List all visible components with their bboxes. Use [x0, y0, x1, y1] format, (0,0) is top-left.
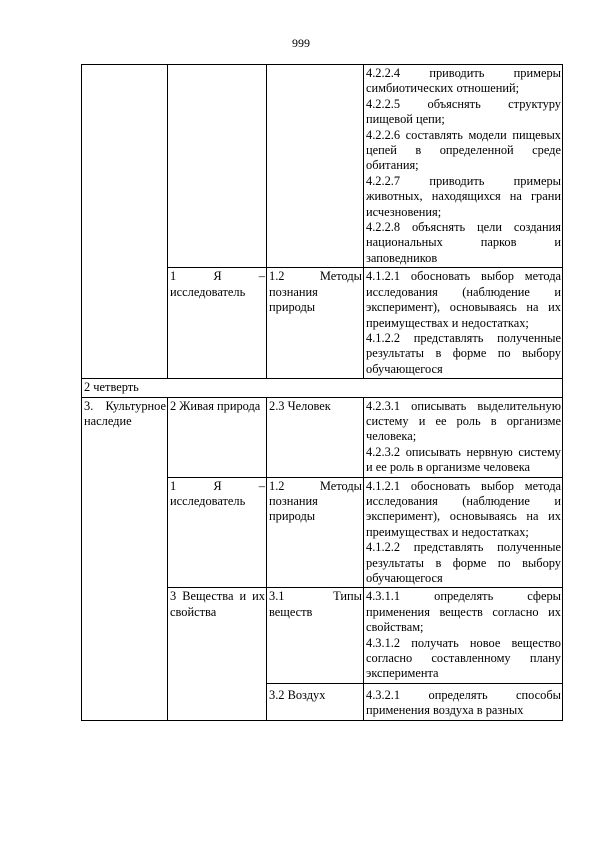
table-row	[82, 65, 563, 268]
subsection-cell: 3.2 Воздух	[267, 683, 364, 720]
outcome-item: 4.3.1.1 определять сферы применения веществ согласно их свойствам;	[366, 589, 561, 635]
subsection-cell: 2.3 Человек	[267, 397, 364, 477]
section-cell: 1 Я – исследователь	[168, 477, 267, 588]
outcomes-cell	[364, 588, 563, 683]
section-cell: 3 Вещества и их свойства	[168, 588, 267, 720]
section-cell-empty	[168, 65, 267, 268]
outcome-item: 4.2.2.7 приводить примеры животных, находящихся на грани исчезновения;	[366, 173, 561, 219]
outcomes-cell	[364, 268, 563, 379]
outcome-item: 4.2.3.2 описывать нервную систему и ее роль в организме человека	[366, 444, 561, 475]
outcomes-cell	[364, 65, 563, 268]
outcome-item: 4.2.2.4 приводить примеры симбиотических отношений;	[366, 66, 561, 96]
outcome-item: 4.1.2.1 обосновать выбор метода исследования (наблюдение и эксперимент), основываясь на их преимуществах и недостатках;	[366, 269, 561, 330]
subsection-cell: 1.2 Методы познания природы	[267, 477, 364, 588]
section-cell: 1 Я – исследователь	[168, 268, 267, 379]
curriculum-table	[81, 64, 563, 721]
outcome-item: 4.1.2.1 обосновать выбор метода исследования (наблюдение и эксперимент), основываясь на их преимуществах и недостатках;	[366, 478, 561, 539]
outcome-item: 4.1.2.2 представлять полученные результаты в форме по выбору обучающегося	[366, 330, 561, 376]
outcome-item: 4.1.2.2 представлять полученные результаты в форме по выбору обучающегося	[366, 540, 561, 585]
quarter-row	[82, 379, 563, 397]
subsection-cell: 1.2 Методы познания природы	[267, 268, 364, 379]
subsection-cell-empty	[267, 65, 364, 268]
page-number: 999	[292, 36, 310, 50]
theme-cell: 3. Культурное наследие	[82, 397, 168, 720]
outcome-item: 4.3.1.2 получать новое вещество согласно составленному плану эксперимента	[366, 635, 561, 681]
outcome-item: 4.2.2.5 объяснять структуру пищевой цепи;	[366, 96, 561, 127]
outcomes-cell	[364, 397, 563, 477]
subsection-cell: 3.1 Типы веществ	[267, 588, 364, 683]
outcome-item: 4.2.2.6 составлять модели пищевых цепей в определенной среде обитания;	[366, 127, 561, 173]
theme-cell-empty	[82, 65, 168, 379]
quarter-label: 2 четверть	[82, 379, 563, 397]
outcome-item: 4.3.2.1 определять способы применения воздуха в разных	[366, 687, 561, 718]
outcomes-cell	[364, 683, 563, 720]
section-cell: 2 Живая природа	[168, 397, 267, 477]
outcome-item: 4.2.3.1 описывать выделительную систему и ее роль в организме человека;	[366, 398, 561, 444]
outcomes-cell	[364, 477, 563, 588]
outcome-item: 4.2.2.8 объяснять цели создания национальных парков и заповедников	[366, 220, 561, 265]
table-row	[82, 397, 563, 477]
